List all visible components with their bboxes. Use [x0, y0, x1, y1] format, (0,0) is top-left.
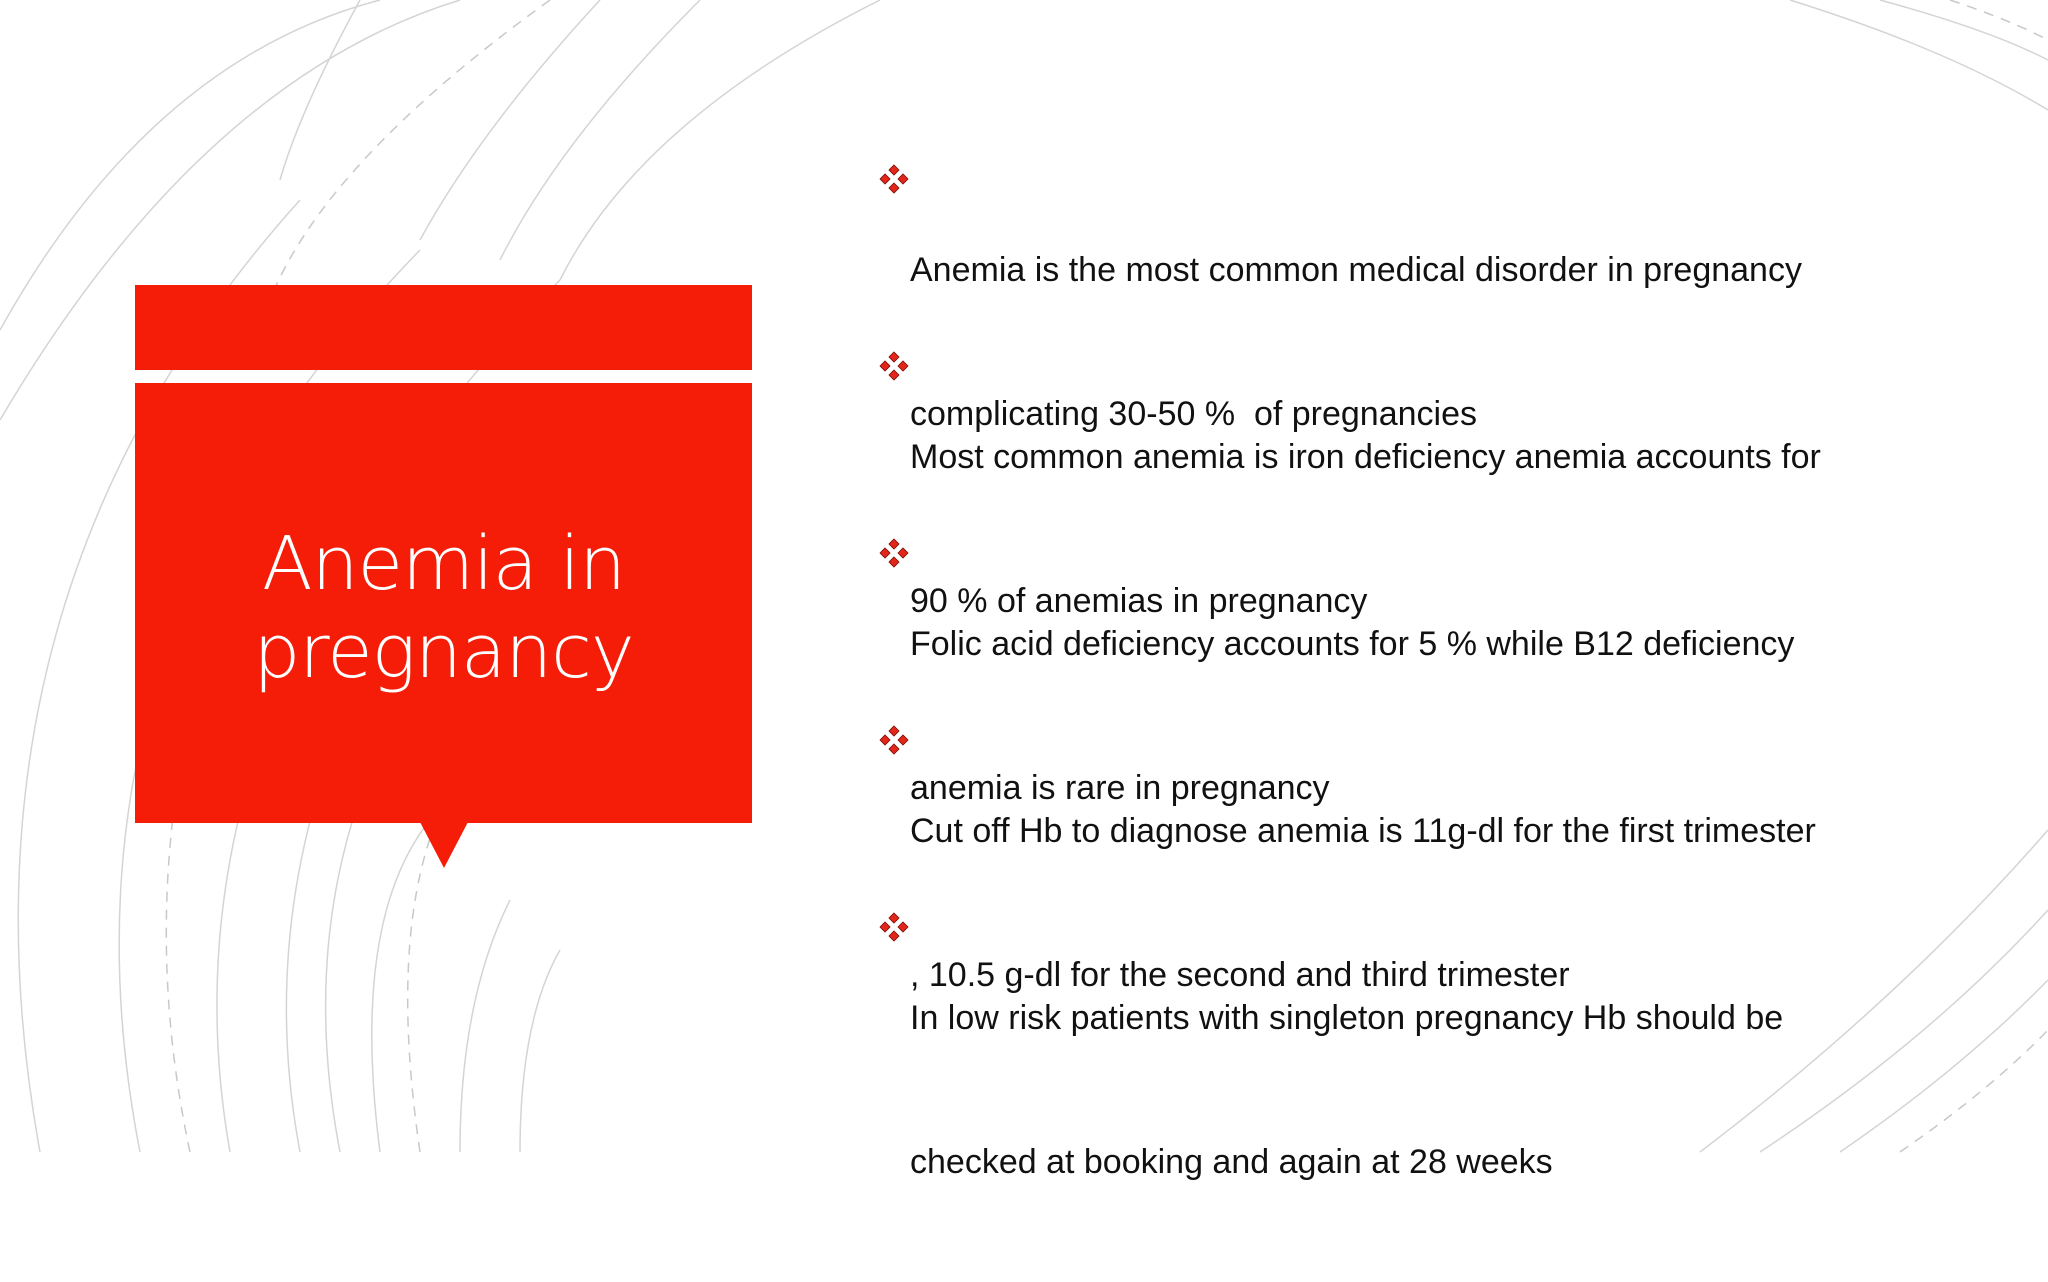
four-diamond-icon — [878, 350, 910, 382]
title-accent-bar — [135, 285, 752, 370]
slide-title-line-1: Anemia in — [261, 521, 626, 607]
slide-title-line-2: pregnancy — [253, 609, 634, 695]
bullet-text-line: Most common anemia is iron deficiency anemia accounts for — [910, 438, 1821, 476]
bullet-text-line: 90 % of anemias in pregnancy — [910, 582, 1368, 620]
bullet-text-line: checked at booking and again at 28 weeks — [910, 1143, 1553, 1181]
four-diamond-icon — [878, 537, 910, 569]
bullet-text-line: Folic acid deficiency accounts for 5 % while B12 deficiency — [910, 625, 1795, 663]
four-diamond-icon — [878, 911, 910, 943]
four-diamond-icon — [878, 163, 910, 195]
bullet-text-line: In low risk patients with singleton pregnancy Hb should be — [910, 999, 1784, 1037]
four-diamond-icon — [878, 724, 910, 756]
bullet-text-line: , 10.5 g-dl for the second and third trimester — [910, 956, 1570, 994]
slide-title — [184, 520, 704, 696]
title-callout-box — [135, 383, 752, 823]
bullet-text-line: Anemia is the most common medical disorder in pregnancy — [910, 251, 1802, 289]
bullet-item — [878, 898, 1998, 1181]
bullet-list — [878, 150, 1998, 1181]
bullet-text-line: complicating 30-50 % of pregnancies — [910, 395, 1477, 433]
bullet-text-line: Cut off Hb to diagnose anemia is 11g-dl for the first trimester — [910, 812, 1816, 850]
bullet-text — [910, 898, 1783, 1282]
bullet-item — [878, 337, 1998, 620]
bullet-item — [878, 711, 1998, 994]
callout-pointer — [420, 822, 468, 868]
bullet-item — [878, 524, 1998, 807]
bullet-item — [878, 150, 1998, 433]
bullet-text-line: anemia is rare in pregnancy — [910, 769, 1330, 807]
